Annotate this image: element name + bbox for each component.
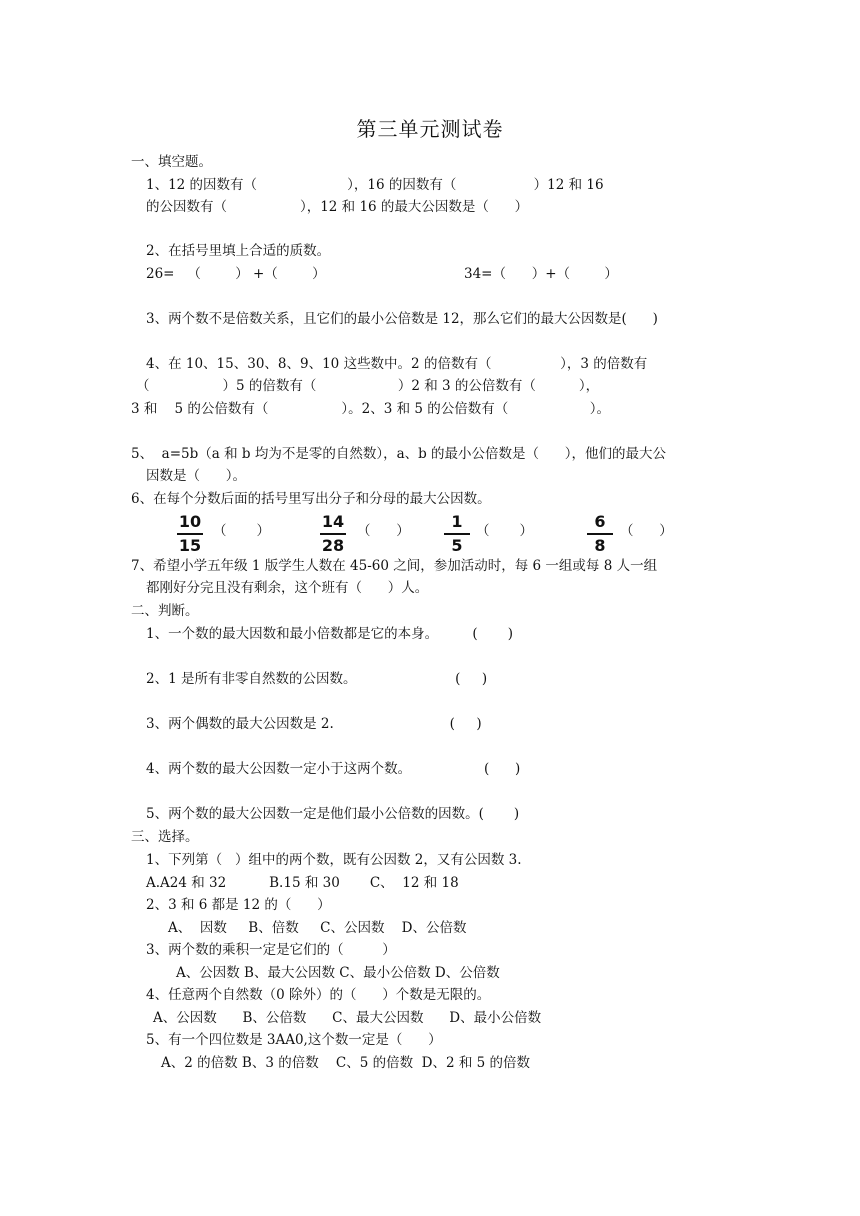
section-heading-fill-blank: 一、填空题。	[131, 154, 212, 170]
choice-1-options: A.A24 和 32 B.15 和 30 C、 12 和 18	[146, 875, 459, 891]
fraction-answer-blank: （ ）	[476, 523, 534, 539]
fraction-denominator: 8	[594, 535, 606, 555]
choice-4-options: A、公因数 B、公倍数 C、最大公因数 D、最小公倍数	[153, 1010, 542, 1026]
choice-5-question: 5、有一个四位数是 3AA0,这个数一定是（ ）	[146, 1032, 442, 1048]
question-4-line-2: （ ）5 的倍数有（ ）2 和 3 的公倍数有（ ），	[136, 378, 600, 394]
question-4-line-1: 4、在 10、15、30、8、9、10 这些数中。2 的倍数有（ ），3 的倍数有	[146, 356, 648, 372]
choice-1-question: 1、下列第（ ）组中的两个数，既有公因数 2，又有公因数 3.	[146, 852, 522, 868]
judge-item-1: 1、一个数的最大因数和最小倍数都是它的本身。 ( )	[146, 626, 513, 642]
fraction-bar	[587, 533, 613, 535]
choice-3-question: 3、两个数的乘积一定是它们的（ ）	[146, 942, 396, 958]
fraction-numerator: 1	[451, 512, 463, 531]
judge-item-3: 3、两个偶数的最大公因数是 2. ( )	[146, 716, 482, 732]
judge-item-2: 2、1 是所有非零自然数的公因数。 ( )	[146, 671, 488, 687]
fraction-answer-blank: （ ）	[213, 523, 271, 539]
fraction-denominator: 15	[178, 535, 202, 555]
question-1-line-2: 的公因数有（ ），12 和 16 的最大公因数是（ ）	[146, 199, 529, 215]
question-4-line-3: 3 和 5 的公倍数有（ ）。2、3 和 5 的公倍数有（ ）。	[131, 401, 611, 417]
judge-item-5: 5、两个数的最大公因数一定是他们最小公倍数的因数。( )	[146, 806, 520, 822]
page-title: 第三单元测试卷	[356, 117, 504, 141]
fraction-bar	[320, 533, 346, 535]
fraction-numerator: 14	[321, 512, 345, 531]
fraction-numerator: 6	[594, 512, 606, 531]
question-7-line-2: 都刚好分完且没有剩余，这个班有（ ）人。	[146, 580, 429, 596]
fraction-10-15	[177, 513, 203, 555]
question-2-expression-26: 26= （ ） +（ ）	[146, 266, 326, 282]
fraction-denominator: 5	[451, 535, 463, 555]
fraction-14-28	[320, 513, 346, 555]
question-7-line-1: 7、希望小学五年级 1 版学生人数在 45-60 之间，参加活动时，每 6 一组或每 8 人一组	[131, 558, 658, 574]
question-1-line-1: 1、12 的因数有（ ），16 的因数有（ ）12 和 16	[146, 177, 604, 193]
fraction-answer-blank: （ ）	[357, 523, 410, 539]
question-6-line-1: 6、在每个分数后面的括号里写出分子和分母的最大公因数。	[131, 491, 491, 507]
section-heading-judge: 二、判断。	[131, 603, 199, 619]
question-2-expression-34: 34=（ ）+（ ）	[464, 266, 618, 282]
choice-2-options: A、 因数 B、倍数 C、公因数 D、公倍数	[168, 920, 467, 936]
fraction-6-8	[587, 513, 613, 555]
question-5-line-2: 因数是（ ）。	[146, 468, 246, 484]
question-3: 3、两个数不是倍数关系，且它们的最小公倍数是 12，那么它们的最大公因数是( )	[146, 311, 658, 327]
judge-item-4: 4、两个数的最大公因数一定小于这两个数。 ( )	[146, 761, 521, 777]
fraction-bar	[444, 533, 470, 535]
question-5-line-1: 5、 a=5b（a 和 b 均为不是零的自然数），a、b 的最小公倍数是（ ），他们的最大公	[131, 446, 667, 462]
section-heading-choice: 三、选择。	[131, 829, 199, 845]
question-2-line-1: 2、在括号里填上合适的质数。	[146, 243, 331, 259]
fraction-answer-blank: （ ）	[620, 523, 673, 539]
choice-2-question: 2、3 和 6 都是 12 的（ ）	[146, 897, 331, 913]
choice-4-question: 4、任意两个自然数（0 除外）的（ ）个数是无限的。	[146, 987, 491, 1003]
fraction-1-5	[444, 513, 470, 555]
fraction-bar	[177, 533, 203, 535]
choice-5-options: A、2 的倍数 B、3 的倍数 C、5 的倍数 D、2 和 5 的倍数	[161, 1055, 531, 1071]
fraction-numerator: 10	[178, 512, 202, 531]
fraction-denominator: 28	[321, 535, 345, 555]
choice-3-options: A、公因数 B、最大公因数 C、最小公倍数 D、公倍数	[176, 965, 500, 981]
